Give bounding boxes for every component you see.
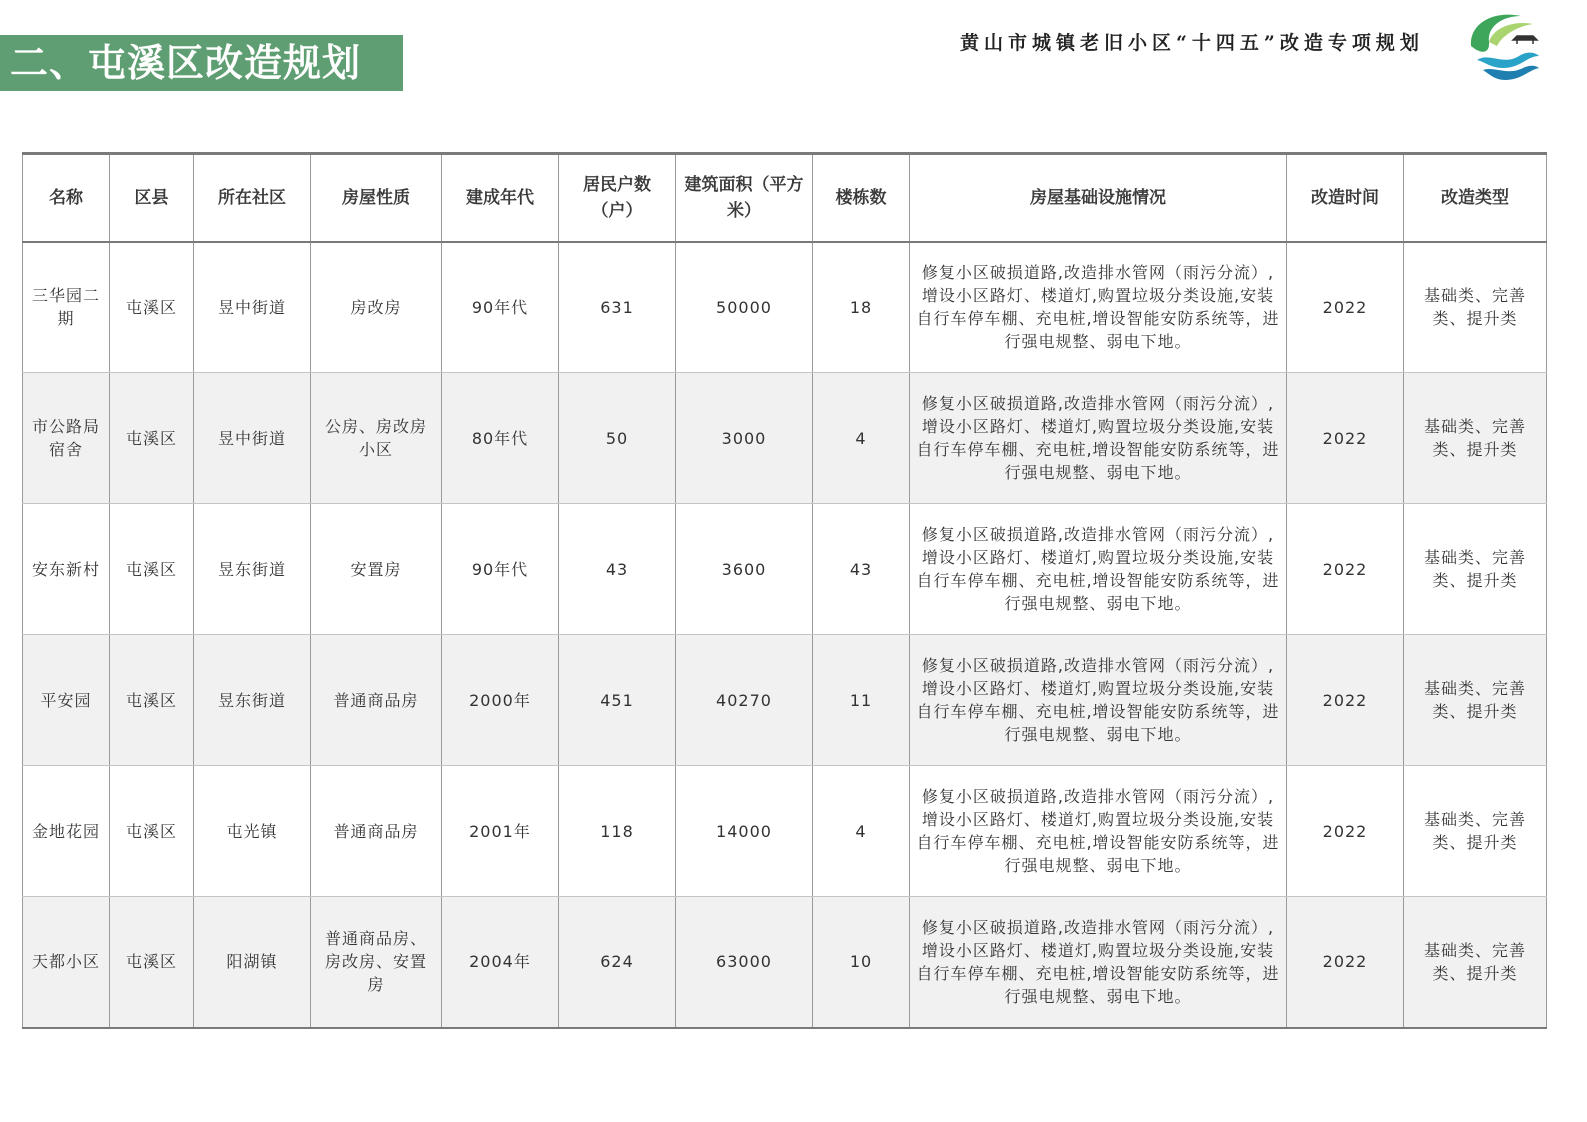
table-row xyxy=(23,373,1547,504)
cell-year: 2022 xyxy=(1287,373,1404,504)
cell-type: 基础类、完善类、提升类 xyxy=(1404,373,1547,504)
cell-name: 平安园 xyxy=(23,635,110,766)
cell-area: 3000 xyxy=(676,373,813,504)
cell-year: 2022 xyxy=(1287,766,1404,897)
cell-area: 14000 xyxy=(676,766,813,897)
cell-type: 基础类、完善类、提升类 xyxy=(1404,766,1547,897)
col-header-area: 建筑面积（平方米） xyxy=(676,154,813,242)
table-row xyxy=(23,897,1547,1028)
cell-community: 昱东街道 xyxy=(194,635,311,766)
cell-infrastructure: 修复小区破损道路,改造排水管网（雨污分流）,增设小区路灯、楼道灯,购置垃圾分类设施,安装自行车停车棚、充电桩,增设智能安防系统等，进行强电规整、弱电下地。 xyxy=(910,242,1287,373)
cell-era: 2004年 xyxy=(442,897,559,1028)
cell-property: 普通商品房、房改房、安置房 xyxy=(311,897,442,1028)
cell-households: 624 xyxy=(559,897,676,1028)
cell-households: 631 xyxy=(559,242,676,373)
cell-year: 2022 xyxy=(1287,504,1404,635)
col-header-district: 区县 xyxy=(110,154,194,242)
cell-type: 基础类、完善类、提升类 xyxy=(1404,242,1547,373)
col-header-households: 居民户数（户） xyxy=(559,154,676,242)
col-header-era: 建成年代 xyxy=(442,154,559,242)
cell-infrastructure: 修复小区破损道路,改造排水管网（雨污分流）,增设小区路灯、楼道灯,购置垃圾分类设施,安装自行车停车棚、充电桩,增设智能安防系统等，进行强电规整、弱电下地。 xyxy=(910,504,1287,635)
table-row xyxy=(23,504,1547,635)
cell-infrastructure: 修复小区破损道路,改造排水管网（雨污分流）,增设小区路灯、楼道灯,购置垃圾分类设施,安装自行车停车棚、充电桩,增设智能安防系统等，进行强电规整、弱电下地。 xyxy=(910,373,1287,504)
cell-buildings: 43 xyxy=(813,504,910,635)
cell-infrastructure: 修复小区破损道路,改造排水管网（雨污分流）,增设小区路灯、楼道灯,购置垃圾分类设施,安装自行车停车棚、充电桩,增设智能安防系统等，进行强电规整、弱电下地。 xyxy=(910,766,1287,897)
cell-buildings: 11 xyxy=(813,635,910,766)
logo-wave-2 xyxy=(1483,66,1539,80)
cell-households: 118 xyxy=(559,766,676,897)
cell-area: 3600 xyxy=(676,504,813,635)
cell-era: 90年代 xyxy=(442,242,559,373)
logo-pavilion xyxy=(1513,36,1537,44)
col-header-type: 改造类型 xyxy=(1404,154,1547,242)
cell-year: 2022 xyxy=(1287,635,1404,766)
cell-households: 43 xyxy=(559,504,676,635)
col-header-year: 改造时间 xyxy=(1287,154,1404,242)
cell-community: 昱中街道 xyxy=(194,373,311,504)
table-row xyxy=(23,242,1547,373)
header-row xyxy=(23,154,1547,242)
cell-year: 2022 xyxy=(1287,242,1404,373)
cell-area: 40270 xyxy=(676,635,813,766)
cell-name: 市公路局宿舍 xyxy=(23,373,110,504)
cell-era: 2000年 xyxy=(442,635,559,766)
cell-type: 基础类、完善类、提升类 xyxy=(1404,897,1547,1028)
cell-era: 2001年 xyxy=(442,766,559,897)
cell-community: 屯光镇 xyxy=(194,766,311,897)
col-header-community: 所在社区 xyxy=(194,154,311,242)
cell-property: 普通商品房 xyxy=(311,766,442,897)
cell-property: 公房、房改房小区 xyxy=(311,373,442,504)
cell-name: 金地花园 xyxy=(23,766,110,897)
cell-district: 屯溪区 xyxy=(110,766,194,897)
cell-era: 90年代 xyxy=(442,504,559,635)
cell-district: 屯溪区 xyxy=(110,897,194,1028)
cell-district: 屯溪区 xyxy=(110,242,194,373)
logo-wave-1 xyxy=(1477,53,1539,68)
cell-infrastructure: 修复小区破损道路,改造排水管网（雨污分流）,增设小区路灯、楼道灯,购置垃圾分类设施,安装自行车停车棚、充电桩,增设智能安防系统等，进行强电规整、弱电下地。 xyxy=(910,897,1287,1028)
cell-year: 2022 xyxy=(1287,897,1404,1028)
cell-buildings: 4 xyxy=(813,373,910,504)
cell-district: 屯溪区 xyxy=(110,373,194,504)
cell-property: 普通商品房 xyxy=(311,635,442,766)
col-header-buildings: 楼栋数 xyxy=(813,154,910,242)
cell-buildings: 18 xyxy=(813,242,910,373)
cell-buildings: 4 xyxy=(813,766,910,897)
table-row xyxy=(23,766,1547,897)
cell-area: 50000 xyxy=(676,242,813,373)
col-header-infrastructure: 房屋基础设施情况 xyxy=(910,154,1287,242)
huangshan-logo xyxy=(1463,6,1543,86)
renovation-plan-table xyxy=(22,152,1547,1029)
cell-type: 基础类、完善类、提升类 xyxy=(1404,635,1547,766)
cell-type: 基础类、完善类、提升类 xyxy=(1404,504,1547,635)
cell-households: 50 xyxy=(559,373,676,504)
cell-community: 昱中街道 xyxy=(194,242,311,373)
cell-community: 阳湖镇 xyxy=(194,897,311,1028)
col-header-name: 名称 xyxy=(23,154,110,242)
cell-infrastructure: 修复小区破损道路,改造排水管网（雨污分流）,增设小区路灯、楼道灯,购置垃圾分类设施,安装自行车停车棚、充电桩,增设智能安防系统等，进行强电规整、弱电下地。 xyxy=(910,635,1287,766)
cell-district: 屯溪区 xyxy=(110,504,194,635)
cell-name: 天都小区 xyxy=(23,897,110,1028)
table-row xyxy=(23,635,1547,766)
cell-name: 三华园二期 xyxy=(23,242,110,373)
section-title: 二、屯溪区改造规划 xyxy=(0,35,403,91)
cell-district: 屯溪区 xyxy=(110,635,194,766)
col-header-property: 房屋性质 xyxy=(311,154,442,242)
cell-name: 安东新村 xyxy=(23,504,110,635)
logo-light-leaf xyxy=(1489,23,1533,46)
cell-area: 63000 xyxy=(676,897,813,1028)
document-title: 黄山市城镇老旧小区“十四五”改造专项规划 xyxy=(960,32,1424,54)
cell-property: 房改房 xyxy=(311,242,442,373)
cell-households: 451 xyxy=(559,635,676,766)
cell-era: 80年代 xyxy=(442,373,559,504)
cell-property: 安置房 xyxy=(311,504,442,635)
cell-community: 昱东街道 xyxy=(194,504,311,635)
cell-buildings: 10 xyxy=(813,897,910,1028)
